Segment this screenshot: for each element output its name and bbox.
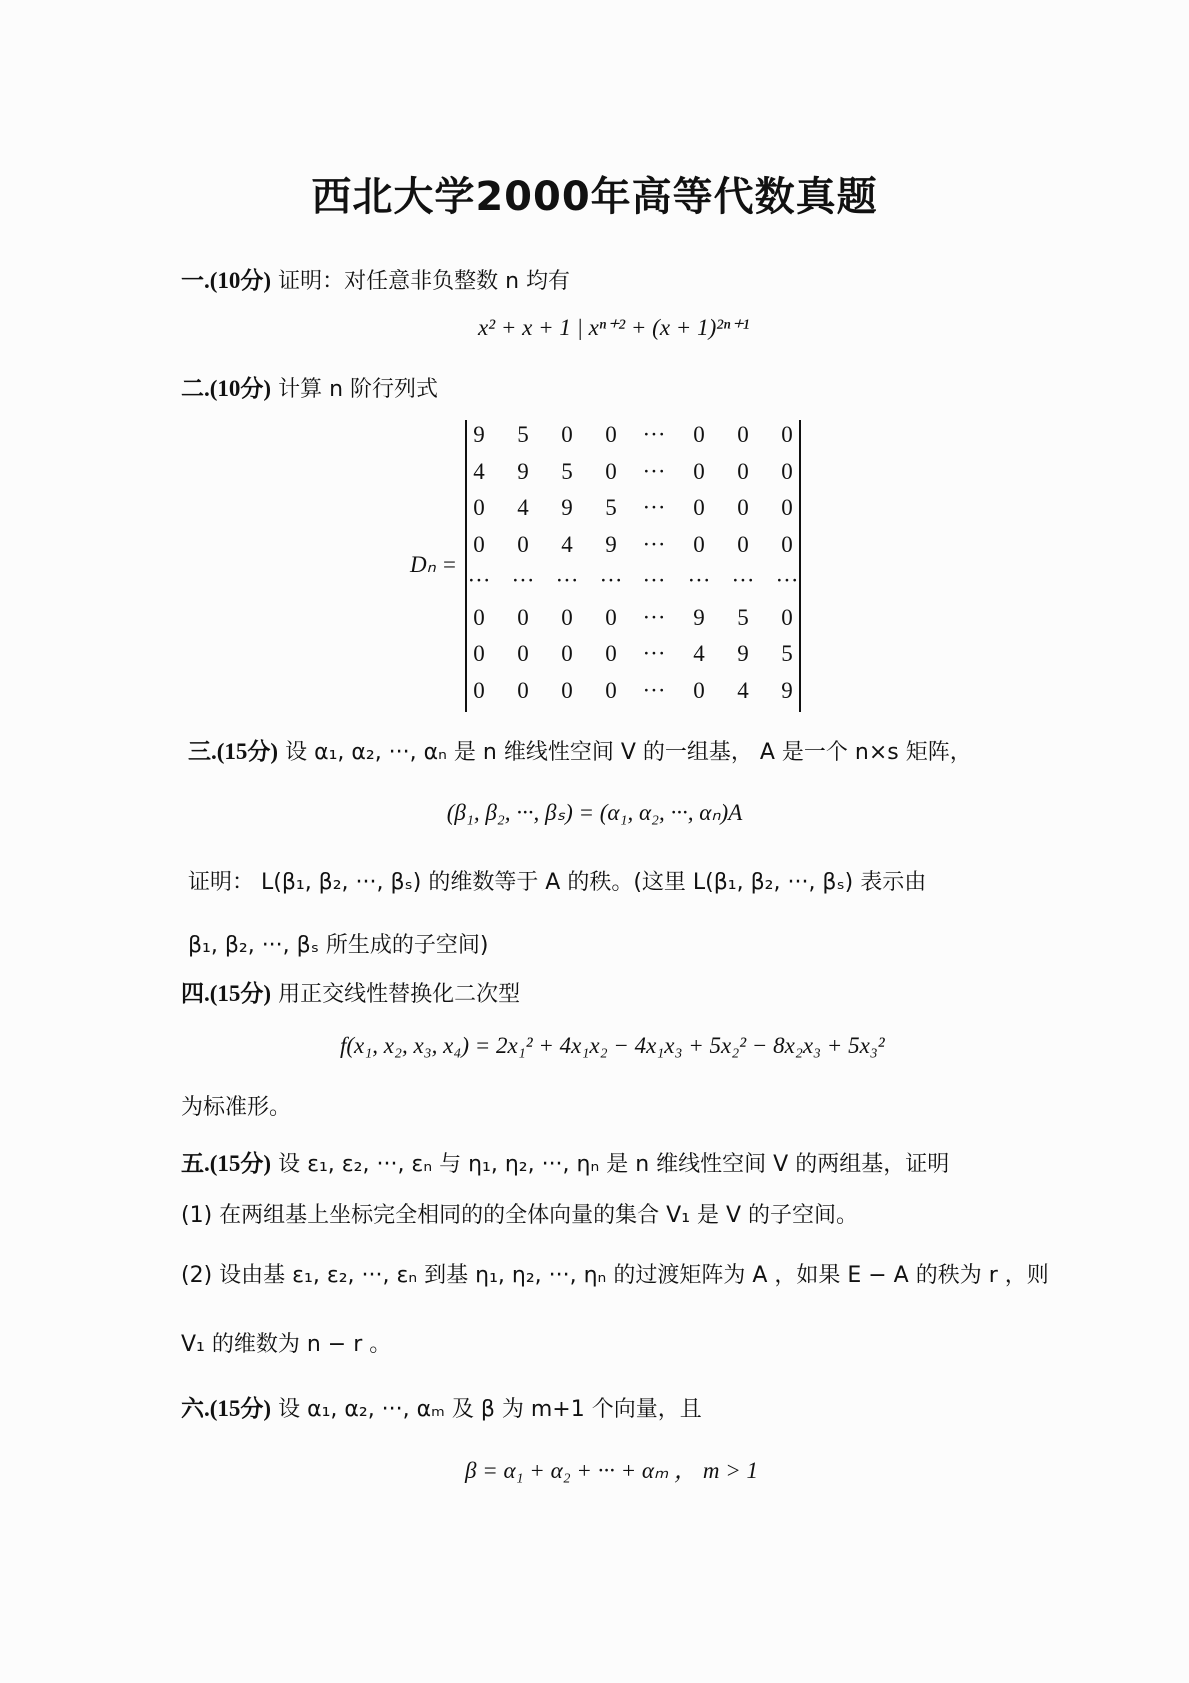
- question-label: 四.(15分): [181, 981, 272, 1006]
- formula: (β₁, β₂, ···, βₛ) = (α₁, α₂, ···, αₙ)A: [446, 800, 743, 825]
- matrix-cell: 4: [561, 531, 573, 557]
- matrix-cell: 5: [605, 495, 617, 520]
- question-text: 证明： L(β₁, β₂, ···, βₛ) 的维数等于 A 的秩。(这里 L(β₁, β₂, ···, βₛ) 表示由: [188, 870, 927, 895]
- matrix-cell: ···: [555, 568, 579, 593]
- matrix-cell: ···: [642, 568, 666, 593]
- determinant-label: Dₙ =: [410, 552, 458, 577]
- matrix-cell: 9: [737, 641, 749, 666]
- question-2: [181, 370, 438, 403]
- matrix-cell: 0: [693, 422, 705, 447]
- matrix-cell: 4: [737, 677, 749, 703]
- matrix-cell: 0: [693, 458, 705, 484]
- matrix-cell: 9: [473, 422, 485, 447]
- matrix-cell: 0: [781, 531, 793, 557]
- matrix-cell: 0: [781, 495, 793, 520]
- matrix-cell: ···: [467, 568, 491, 593]
- matrix-cell: ···: [687, 568, 711, 593]
- matrix-cell: ···: [731, 568, 755, 593]
- matrix-cell: 4: [473, 458, 485, 484]
- matrix-cell: ···: [642, 641, 666, 666]
- matrix-cell: 0: [473, 495, 485, 520]
- matrix-cell: ···: [599, 568, 623, 593]
- matrix-cell: 0: [517, 531, 529, 557]
- matrix-cell: 5: [781, 641, 793, 666]
- question-3: [188, 733, 972, 766]
- matrix-cell: 0: [737, 531, 749, 557]
- matrix-cell: 0: [781, 422, 793, 447]
- matrix-cell: 0: [561, 641, 573, 666]
- matrix-cell: 4: [517, 495, 529, 520]
- matrix-cell: 0: [605, 641, 617, 666]
- matrix-cell: 0: [693, 495, 705, 520]
- matrix-cell: ···: [642, 495, 666, 520]
- question-text: 证明：对任意非负整数 n 均有: [278, 269, 571, 294]
- matrix-cell: 5: [737, 604, 749, 630]
- matrix-cell: 0: [737, 495, 749, 520]
- matrix-cell: 0: [737, 422, 749, 447]
- matrix-cell: 0: [605, 458, 617, 484]
- matrix-cell: 0: [781, 458, 793, 484]
- question-part-1: (1) 在两组基上坐标完全相同的的全体向量的集合 V₁ 是 V 的子空间。: [181, 1203, 859, 1228]
- matrix-cell: 0: [693, 677, 705, 703]
- question-text: 设 ε₁, ε₂, ···, εₙ 与 η₁, η₂, ···, ηₙ 是 n 维线性空间 V 的两组基，证明: [278, 1152, 950, 1177]
- question-label: 六.(15分): [181, 1396, 272, 1421]
- matrix-cell: ···: [642, 677, 666, 703]
- question-label: 二.(10分): [181, 376, 272, 401]
- question-label: 三.(15分): [188, 739, 279, 764]
- matrix-cell: 0: [693, 531, 705, 557]
- matrix-cell: 9: [781, 677, 793, 703]
- question-label: 一.(10分): [181, 268, 272, 293]
- matrix-cell: ···: [511, 568, 535, 593]
- formula: f(x₁, x₂, x₃, x₄) = 2x₁² + 4x₁x₂ − 4x₁x₃ + 5x₂² − 8x₂x₃ + 5x₃²: [340, 1033, 885, 1058]
- matrix-cell: 9: [517, 458, 529, 484]
- matrix-cell: 0: [517, 677, 529, 703]
- matrix-cell: 0: [517, 604, 529, 630]
- matrix-cell: 9: [561, 495, 573, 520]
- question-text: 设 α₁, α₂, ···, αₙ 是 n 维线性空间 V 的一组基， A 是一个 n×s 矩阵，: [285, 740, 972, 765]
- matrix-cell: 5: [517, 422, 529, 447]
- matrix-cell: 0: [561, 422, 573, 447]
- matrix-cell: 0: [605, 422, 617, 447]
- question-6: [181, 1390, 702, 1423]
- matrix-cell: 0: [473, 531, 485, 557]
- matrix-cell: ···: [642, 422, 666, 447]
- matrix-cell: ···: [775, 568, 799, 593]
- question-text: 用正交线性替换化二次型: [278, 982, 521, 1007]
- question-text: 设 α₁, α₂, ···, αₘ 及 β 为 m+1 个向量，且: [278, 1397, 702, 1422]
- matrix-cell: 0: [473, 604, 485, 630]
- question-text: 计算 n 阶行列式: [278, 377, 439, 402]
- matrix-cell: 0: [781, 604, 793, 630]
- question-text: 为标准形。: [181, 1095, 292, 1120]
- matrix-cell: ···: [642, 531, 666, 557]
- determinant-matrix: [465, 420, 801, 712]
- matrix-cell: 0: [561, 604, 573, 630]
- matrix-cell: 4: [693, 641, 705, 666]
- question-1: [181, 262, 570, 295]
- question-text: β₁, β₂, ···, βₛ 所生成的子空间): [188, 933, 489, 958]
- question-5: [181, 1145, 949, 1178]
- question-part-2: (2) 设由基 ε₁, ε₂, ···, εₙ 到基 η₁, η₂, ···, ηₙ 的过渡矩阵为 A ，如果 E − A 的秩为 r ，则: [181, 1263, 1049, 1288]
- matrix-cell: 0: [605, 677, 617, 703]
- matrix-cell: 5: [561, 458, 573, 484]
- matrix-cell: 0: [605, 604, 617, 630]
- matrix-cell: 0: [737, 458, 749, 484]
- question-label: 五.(15分): [181, 1151, 272, 1176]
- matrix-cell: 0: [473, 677, 485, 703]
- matrix-cell: 0: [473, 641, 485, 666]
- matrix-cell: ···: [642, 458, 666, 484]
- question-text: V₁ 的维数为 n − r 。: [181, 1332, 392, 1357]
- question-4: [181, 975, 520, 1008]
- matrix-cell: 0: [517, 641, 529, 666]
- formula: β = α₁ + α₂ + ··· + αₘ ， m > 1: [465, 1458, 758, 1483]
- matrix-cell: 0: [561, 677, 573, 703]
- matrix-cell: ···: [642, 604, 666, 630]
- formula: x² + x + 1 | xⁿ⁺² + (x + 1)²ⁿ⁺¹: [478, 315, 750, 340]
- matrix-cell: 9: [693, 604, 705, 630]
- matrix-cell: 9: [605, 531, 617, 557]
- page-title: 西北大学2000年高等代数真题: [311, 174, 878, 220]
